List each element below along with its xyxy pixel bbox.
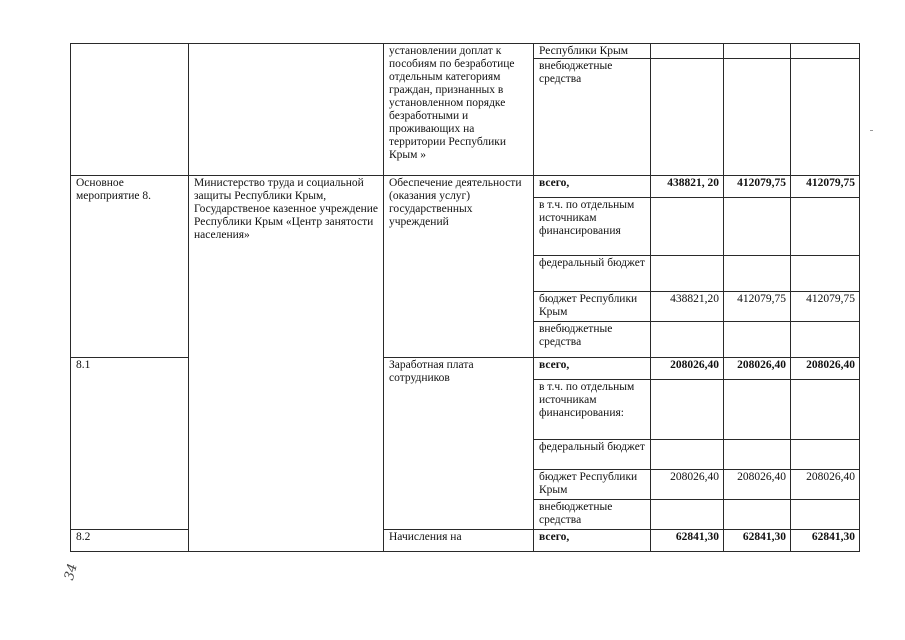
- funding-source-label: в т.ч. по отдельным источникам финансирования:: [534, 380, 651, 440]
- executor-cell: [189, 44, 384, 176]
- funding-source-label: всего,: [534, 176, 651, 198]
- value-cell: 62841,30: [724, 530, 791, 552]
- value-cell: [724, 500, 791, 530]
- funding-source-label: Республики Крым: [534, 44, 651, 59]
- value-cell: [651, 44, 724, 59]
- value-cell: [651, 380, 724, 440]
- value-cell: 412079,75: [724, 176, 791, 198]
- funding-source-label: федеральный бюджет: [534, 256, 651, 292]
- value-cell: [791, 59, 860, 176]
- funding-source-label: бюджет Республики Крым: [534, 470, 651, 500]
- value-cell: [791, 44, 860, 59]
- value-cell: [791, 256, 860, 292]
- funding-source-label: всего,: [534, 358, 651, 380]
- value-cell: [651, 59, 724, 176]
- value-cell: [791, 440, 860, 470]
- value-cell: 208026,40: [651, 470, 724, 500]
- page-number: 34: [62, 562, 81, 582]
- table-row: [71, 176, 860, 198]
- funding-source-label: федеральный бюджет: [534, 440, 651, 470]
- value-cell: [724, 380, 791, 440]
- value-cell: [791, 198, 860, 256]
- value-cell: [651, 256, 724, 292]
- value-cell: [651, 500, 724, 530]
- event-description: установлении доплат к пособиям по безработице отдельным категориям граждан, признанных в установленном порядке безработными и проживающих на территории Республики Крым »: [384, 44, 534, 176]
- value-cell: [791, 500, 860, 530]
- value-cell: [724, 59, 791, 176]
- value-cell: 412079,75: [724, 292, 791, 322]
- funding-source-label: внебюджетные средства: [534, 322, 651, 358]
- value-cell: [724, 44, 791, 59]
- value-cell: 208026,40: [651, 358, 724, 380]
- funding-source-label: внебюджетные средства: [534, 500, 651, 530]
- value-cell: 412079,75: [791, 176, 860, 198]
- funding-source-label: в т.ч. по отдельным источникам финансирования: [534, 198, 651, 256]
- value-cell: 438821,20: [651, 292, 724, 322]
- event-code: 8.2: [71, 530, 189, 552]
- funding-source-label: всего,: [534, 530, 651, 552]
- budget-table: [70, 43, 860, 552]
- value-cell: 412079,75: [791, 292, 860, 322]
- value-cell: [724, 198, 791, 256]
- event-description: Обеспечение деятельности (оказания услуг) государственных учреждений: [384, 176, 534, 358]
- value-cell: [724, 440, 791, 470]
- value-cell: 62841,30: [651, 530, 724, 552]
- value-cell: [791, 380, 860, 440]
- event-description: Начисления на: [384, 530, 534, 552]
- value-cell: 438821, 20: [651, 176, 724, 198]
- event-code: 8.1: [71, 358, 189, 530]
- event-description: Заработная плата сотрудников: [384, 358, 534, 530]
- value-cell: [724, 322, 791, 358]
- value-cell: [651, 440, 724, 470]
- value-cell: [651, 198, 724, 256]
- value-cell: [724, 256, 791, 292]
- funding-source-label: внебюджетные средства: [534, 59, 651, 176]
- value-cell: 208026,40: [791, 358, 860, 380]
- value-cell: [791, 322, 860, 358]
- value-cell: 208026,40: [791, 470, 860, 500]
- scan-mark: [870, 130, 873, 131]
- funding-source-label: бюджет Республики Крым: [534, 292, 651, 322]
- table-row: [71, 44, 860, 59]
- event-code: Основное мероприятие 8.: [71, 176, 189, 358]
- value-cell: 208026,40: [724, 358, 791, 380]
- value-cell: [651, 322, 724, 358]
- value-cell: 208026,40: [724, 470, 791, 500]
- value-cell: 62841,30: [791, 530, 860, 552]
- code-cell: [71, 44, 189, 176]
- executor-cell: Министерство труда и социальной защиты Республики Крым, Государственое казенное учреждение Республики Крым «Центр занятости населения»: [189, 176, 384, 552]
